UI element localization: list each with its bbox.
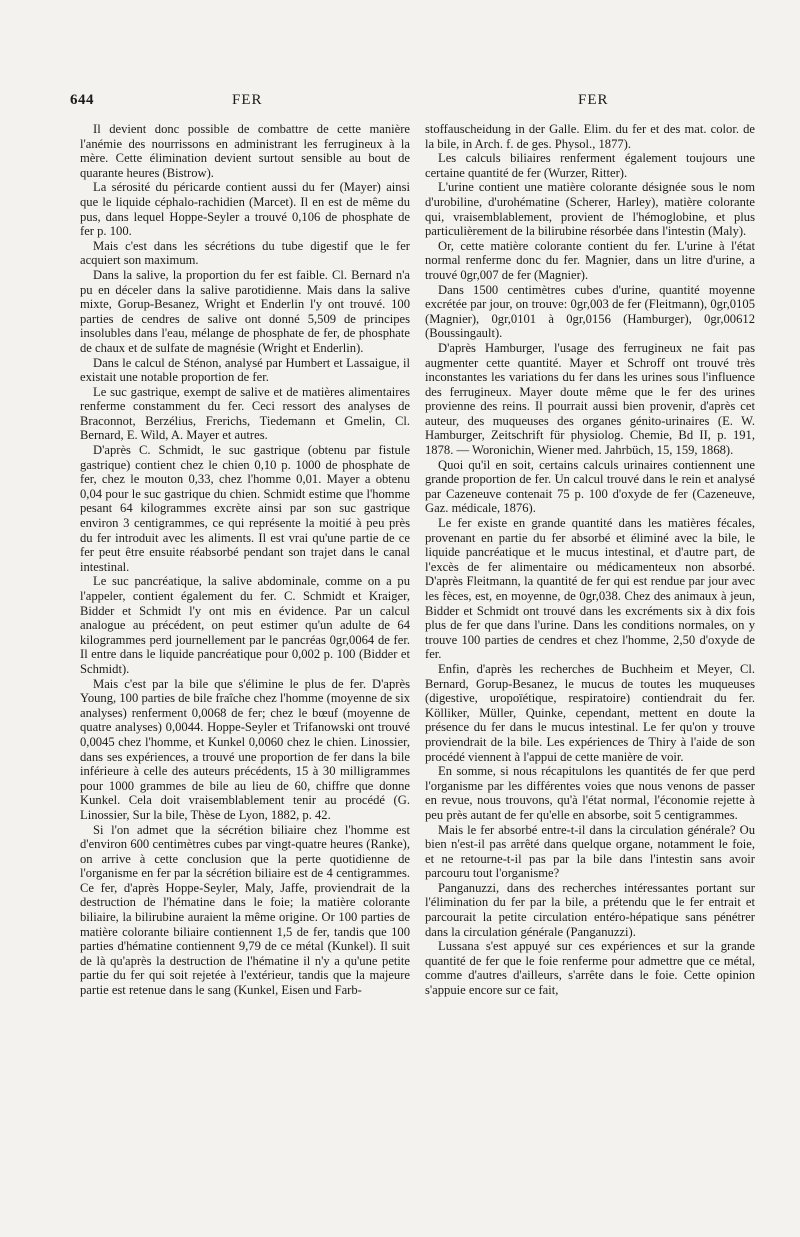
- paragraph: Si l'on admet que la sécrétion biliaire chez l'homme est d'environ 600 centimètres cubes par vingt-quatre heures (Ranke), on arrive à cette conclusion que la perte quotidienne de l'organisme en fer par la sécrétion biliaire est de 4 centigrammes. Ce fer, d'après Hoppe-Seyler, Maly, Jaffe, proviendrait de la destruction de l'hématine dans le foie; la matière colorante biliaire, la bilirubine auraient la même origine. Or 100 parties de matière colorante biliaire contiennent 1,5 de fer, tandis que 100 parties d'hématine contiennent 9,79 de ce métal (Kunkel). Il suit de là qu'après la destruction de l'hématine il n'y a qu'une petite partie du fer qui soit rejetée à l'extérieur, tandis que la majeure partie est retenue dans le sang (Kunkel, Eisen und Farb-: [80, 822, 410, 998]
- running-head-left: FER: [232, 92, 263, 108]
- paragraph: Mais c'est par la bile que s'élimine le plus de fer. D'après Young, 100 parties de bile fraîche chez l'homme (moyenne de six analyses) renferment 0,0068 de fer; chez le bœuf (moyenne de quatre analyses) 0,0044. Hoppe-Seyler et Trifanowski ont trouvé 0,0045 chez l'homme, et Kunkel 0,0060 chez le chien. Linossier, dans ses expériences, a trouvé une proportion de fer dans la bile inférieure à celle des auteurs précédents, 15 à 30 milligrammes pour 1000 grammes de bile au lieu de 60, chiffre que donne Kunkel. Cela doit vraisemblablement tenir au procédé (G. Linossier, Sur la bile, Thèse de Lyon, 1882, p. 42.: [80, 676, 410, 822]
- paragraph: Mais c'est dans les sécrétions du tube digestif que le fer acquiert son maximum.: [80, 238, 410, 268]
- page-number: 644: [70, 92, 94, 108]
- paragraph: Or, cette matière colorante contient du fer. L'urine à l'état normal renferme donc du fer. Magnier, dans un litre d'urine, a trouvé 0gr,007 de fer (Magnier).: [425, 238, 755, 282]
- left-column: [80, 122, 410, 998]
- paragraph: Dans la salive, la proportion du fer est faible. Cl. Bernard n'a pu en déceler dans la salive parotidienne. Mais dans la salive mixte, Gorup-Besanez, Wright et Enderlin l'y ont trouvé. 100 parties de cendres de salive ont donné 5,509 de principes insolubles dans l'eau, mélange de phosphate de fer, de phosphate de chaux et de sulfate de magnésie (Wright et Enderlin).: [80, 267, 410, 355]
- paragraph: Les calculs biliaires renferment également toujours une certaine quantité de fer (Wurzer, Ritter).: [425, 151, 755, 180]
- paragraph-continued: stoffauscheidung in der Galle. Elim. du fer et des mat. color. de la bile, in Arch. f. de ges. Physol., 1877).: [425, 122, 755, 151]
- paragraph: Enfin, d'après les recherches de Buchheim et Meyer, Cl. Bernard, Gorup-Besanez, le mucus de toutes les muqueuses (digestive, uropoïétique, respiratoire) contiendrait du fer. Kölliker, Müller, Quinke, cependant, mettent en doute la présence du fer dans le mucus intestinal. Le fer qu'on y trouve proviendrait de la bile. Les expériences de Thiry à l'aide de son procédé viennent à l'appui de cette manière de voir.: [425, 661, 755, 764]
- paragraph: D'après Hamburger, l'usage des ferrugineux ne fait pas augmenter cette quantité. Mayer et Schroff ont trouvé très inconstantes les variations du fer dans les urines sous l'influence des ferrugineux. Mayer doute même que le fer des urines provienne des reins. Il pourrait aussi bien provenir, d'après cet auteur, des muqueuses des organes génito-urinaires (E. W. Hamburger, Zeitschrift für physiolog. Chemie, Bd II, p. 191, 1878. — Woronichin, Wiener med. Jahrbüch, 15, 159, 1868).: [425, 340, 755, 458]
- paragraph: La sérosité du péricarde contient aussi du fer (Mayer) ainsi que le liquide céphalo-rachidien (Marcet). Il en est de même du pus, dans lequel Hoppe-Seyler a trouvé 0,106 de phosphate de fer p. 100.: [80, 180, 410, 239]
- paragraph: Le suc pancréatique, la salive abdominale, comme on a pu l'appeler, contient également du fer. C. Schmidt et Kraiger, Bidder et Schmidt l'y ont mis en évidence. Par un calcul analogue au précédent, on peut estimer qu'un adulte de 64 kilogrammes perd journellement par le pancréas 0gr,0064 de fer. Il entre dans le liquide pancréatique pour 0,002 p. 100 (Bidder et Schmidt).: [80, 574, 410, 676]
- paragraph: Mais le fer absorbé entre-t-il dans la circulation générale? Ou bien n'est-il pas arrêté dans quelque organe, notamment le foie, et ne retourne-t-il pas par la bile dans l'intestin sans avoir parcouru tout l'organisme?: [425, 822, 755, 881]
- paragraph: D'après C. Schmidt, le suc gastrique (obtenu par fistule gastrique) contient chez le chien 0,10 p. 1000 de phosphate de fer, chez le mouton 0,33, chez l'homme 0,01. Mayer a obtenu 0,04 pour le suc gastrique du chien. Schmidt estime que l'homme pesant 64 kilogrammes excrète ainsi par son suc gastrique environ 3 centigrammes, ce qui représente la moitié à peu près du fer introduit avec les aliments. Il est vrai qu'une partie de ce fer peut être ensuite réabsorbé pendant son trajet dans le canal intestinal.: [80, 443, 410, 574]
- right-column: [425, 122, 755, 998]
- paragraph: L'urine contient une matière colorante désignée sous le nom d'urobiline, d'urohématine (Scherer, Harley), matière colorante qui, vraisemblablement, provient de l'hémoglobine, et plus particulièrement de la bilirubine résorbée dans l'intestin (Maly).: [425, 180, 755, 239]
- paragraph: Il devient donc possible de combattre de cette manière l'anémie des nourrissons en administrant les ferrugineux à la mère. Cette élimination devient surtout sensible au bout de quarante heures (Bistrow).: [80, 122, 410, 180]
- paragraph: En somme, si nous récapitulons les quantités de fer que perd l'organisme par les différentes voies que nous venons de passer en revue, nous trouvons, qu'à l'état normal, l'économie rejette à peu près autant de fer qu'elle en absorbe, soit 5 centigrammes.: [425, 764, 755, 822]
- paragraph: Quoi qu'il en soit, certains calculs urinaires contiennent une grande proportion de fer. Un calcul trouvé dans le rein et analysé par Cazeneuve contenait 75 p. 100 d'oxyde de fer (Cazeneuve, Gaz. médicale, 1876).: [425, 457, 755, 516]
- paragraph: Lussana s'est appuyé sur ces expériences et sur la grande quantité de fer que le foie renferme pour admettre que ce métal, comme d'autres d'ailleurs, s'arrête dans le foie. Cette opinion s'appuie encore sur ce fait,: [425, 939, 755, 998]
- paragraph: Le suc gastrique, exempt de salive et de matières alimentaires renferme constamment du fer. Ceci ressort des analyses de Braconnot, Berzélius, Frerichs, Tiedemann et Gmelin, Cl. Bernard, E. Wild, A. Mayer et autres.: [80, 384, 410, 443]
- paragraph: Dans 1500 centimètres cubes d'urine, quantité moyenne excrétée par jour, on trouve: 0gr,003 de fer (Fleitmann), 0gr,0105 (Magnier), 0gr,0101 à 0gr,0156 (Hamburger), 0gr,00612 (Boussingault).: [425, 282, 755, 341]
- paragraph: Le fer existe en grande quantité dans les matières fécales, provenant en partie du fer absorbé et éliminé avec la bile, le liquide pancréatique et le mucus intestinal, et d'autre part, de l'excès de fer alimentaire ou médicamenteux non absorbé. D'après Fleitmann, la quantité de fer qui est rendue par jour avec les fèces, est, en moyenne, de 0gr,038. Chez des animaux à jeun, Bidder et Schmidt ont trouvé dans les excréments six à dix fois plus de fer que dans l'urine. Dans les conditions normales, on y trouve 100 parties de cendres et chez l'homme, 2,50 d'oxyde de fer.: [425, 516, 755, 662]
- paragraph: Dans le calcul de Sténon, analysé par Humbert et Lassaigue, il existait une notable proportion de fer.: [80, 355, 410, 385]
- paragraph: Panganuzzi, dans des recherches intéressantes portant sur l'élimination du fer par la bile, a prétendu que le fer entrait et parcourait la petite circulation entéro-hépatique sans pénétrer dans la circulation générale (Panganuzzi).: [425, 880, 755, 939]
- running-head-right: FER: [578, 92, 609, 108]
